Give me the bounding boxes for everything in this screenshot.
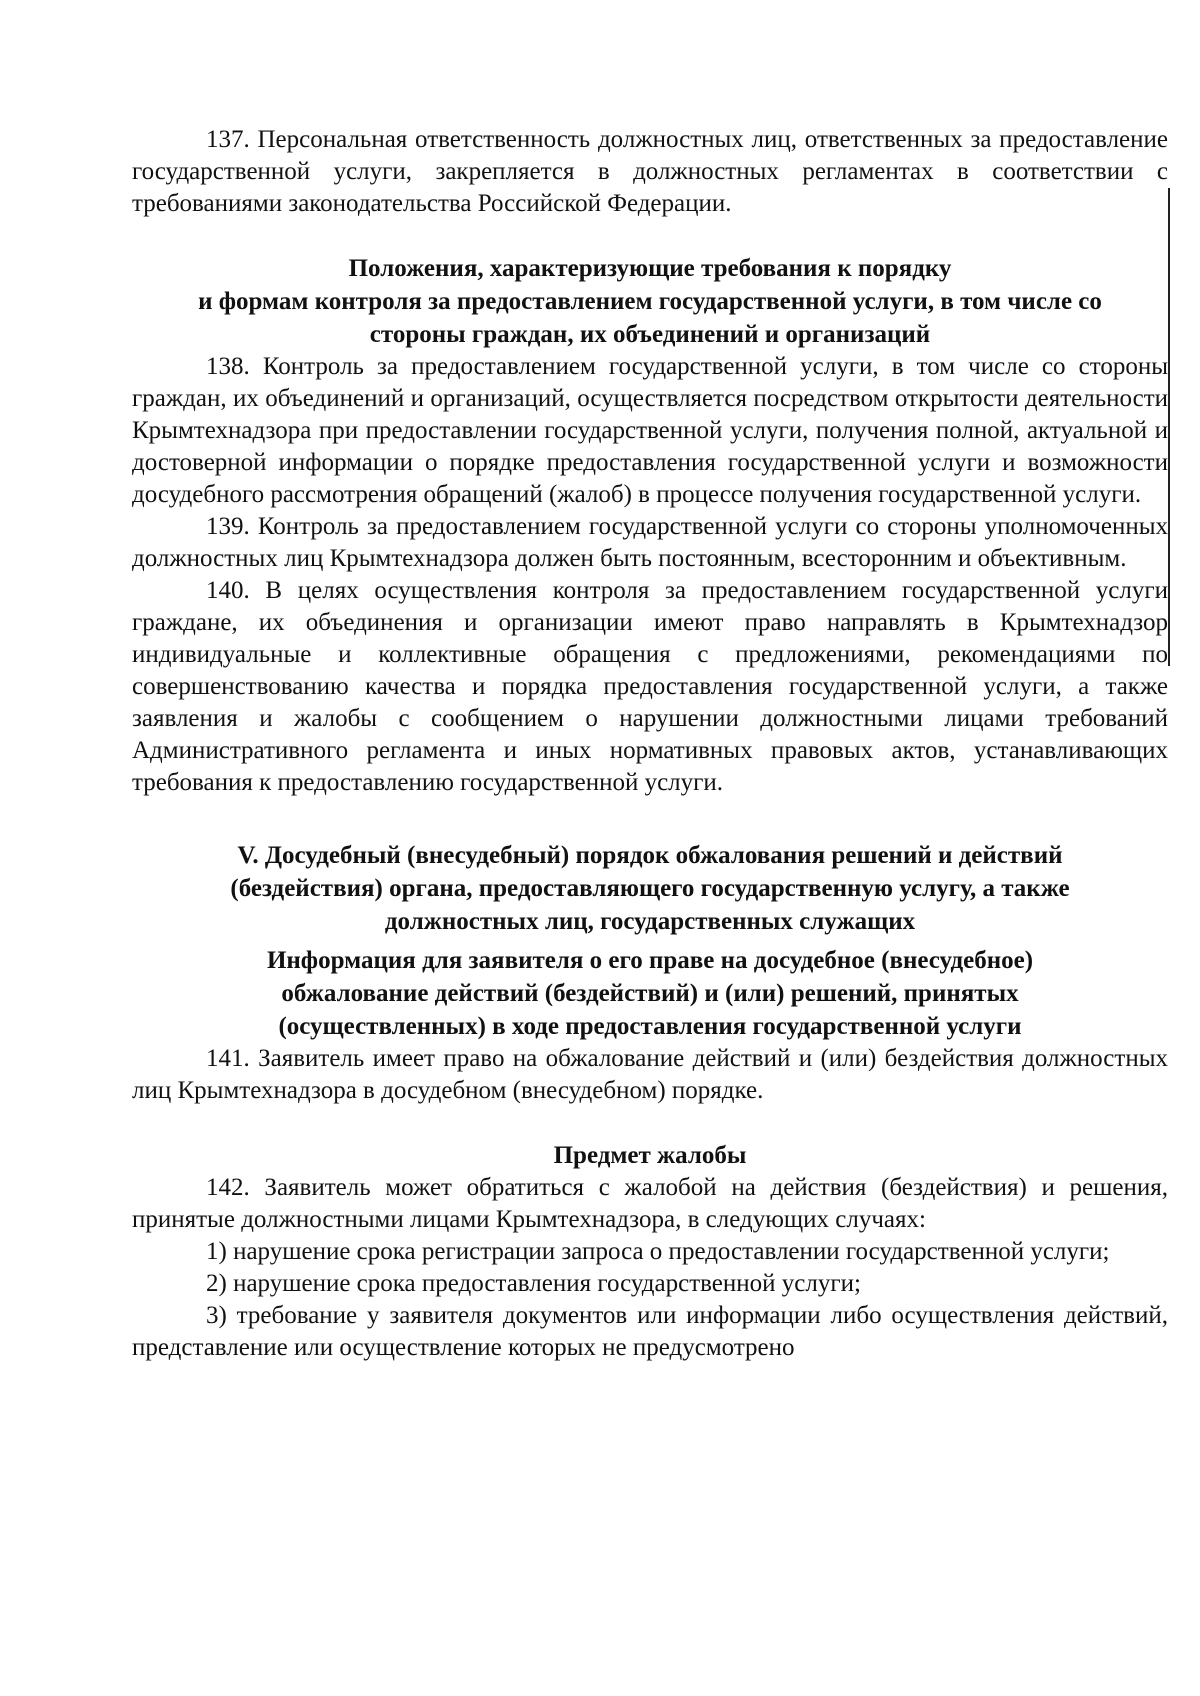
heading-line: (бездействия) органа, предоставляющего государственную услугу, а также	[230, 875, 1070, 902]
heading-control-requirements	[132, 252, 1168, 351]
paragraph-142: 142. Заявитель может обратиться с жалобой на действия (бездействия) и решения, принятые должностными лицами Крымтехнадзора, в следующих случаях:	[132, 1174, 1168, 1233]
heading-applicant-info	[132, 944, 1168, 1043]
heading-line: должностных лиц, государственных служащих	[384, 908, 916, 935]
paragraph-137: 137. Персональная ответственность должностных лиц, ответственных за предоставление государственной услуги, закрепляется в должностных регламентах в соответствии с требованиями законодательства Российской Федерации.	[132, 126, 1168, 217]
text-column	[132, 124, 1168, 1364]
heading-line: Положения, характеризующие требования к порядку	[348, 255, 952, 282]
list-item-2: 2) нарушение срока предоставления государственной услуги;	[206, 1270, 861, 1297]
margin-line	[1168, 188, 1170, 666]
heading-line: Информация для заявителя о его праве на досудебное (внесудебное)	[266, 947, 1034, 974]
heading-line: (осуществленных) в ходе предоставления государственной услуги	[278, 1013, 1022, 1040]
list-item-1: 1) нарушение срока регистрации запроса о предоставлении государственной услуги;	[206, 1238, 1110, 1265]
heading-section-v	[132, 839, 1168, 938]
paragraph-140: 140. В целях осуществления контроля за предоставлением государственной услуги граждане, их объединения и организации имеют право направлять в Крымтехнадзор индивидуальные и коллективные обращения с предложениями, рекомендациями по совершенствованию качества и порядка предоставления государственной услуги, а также заявления и жалобы с сообщением о нарушении должностными лицами требований Административного регламента и иных нормативных правовых актов, устанавливающих требования к предоставлению государственной услуги.	[132, 577, 1168, 796]
paragraph-138: 138. Контроль за предоставлением государственной услуги, в том числе со стороны граждан, их объединений и организаций, осуществляется посредством открытости деятельности Крымтехнадзора при предоставлении государственной услуги, получения полной, актуальной и достоверной информации о порядке предоставления государственной услуги и возможности досудебного рассмотрения обращений (жалоб) в процессе получения государственной услуги.	[132, 353, 1168, 508]
list-item-3: 3) требование у заявителя документов или информации либо осуществления действий, представление или осуществление которых не предусмотрено	[132, 1302, 1168, 1361]
paragraph-141: 141. Заявитель имеет право на обжалование действий и (или) бездействия должностных лиц Крымтехнадзора в досудебном (внесудебном) порядке.	[132, 1045, 1168, 1104]
paragraph-139: 139. Контроль за предоставлением государственной услуги со стороны уполномоченных должностных лиц Крымтехнадзора должен быть постоянным, всесторонним и объективным.	[132, 513, 1168, 572]
heading-line: и формам контроля за предоставлением государственной услуги, в том числе со	[198, 288, 1102, 315]
heading-line: обжалование действий (бездействий) и (или) решений, принятых	[281, 980, 1019, 1007]
heading-complaint-subject: Предмет жалобы	[553, 1142, 747, 1169]
heading-line: стороны граждан, их объединений и организаций	[369, 321, 931, 348]
heading-line: V. Досудебный (внесудебный) порядок обжалования решений и действий	[237, 842, 1063, 869]
